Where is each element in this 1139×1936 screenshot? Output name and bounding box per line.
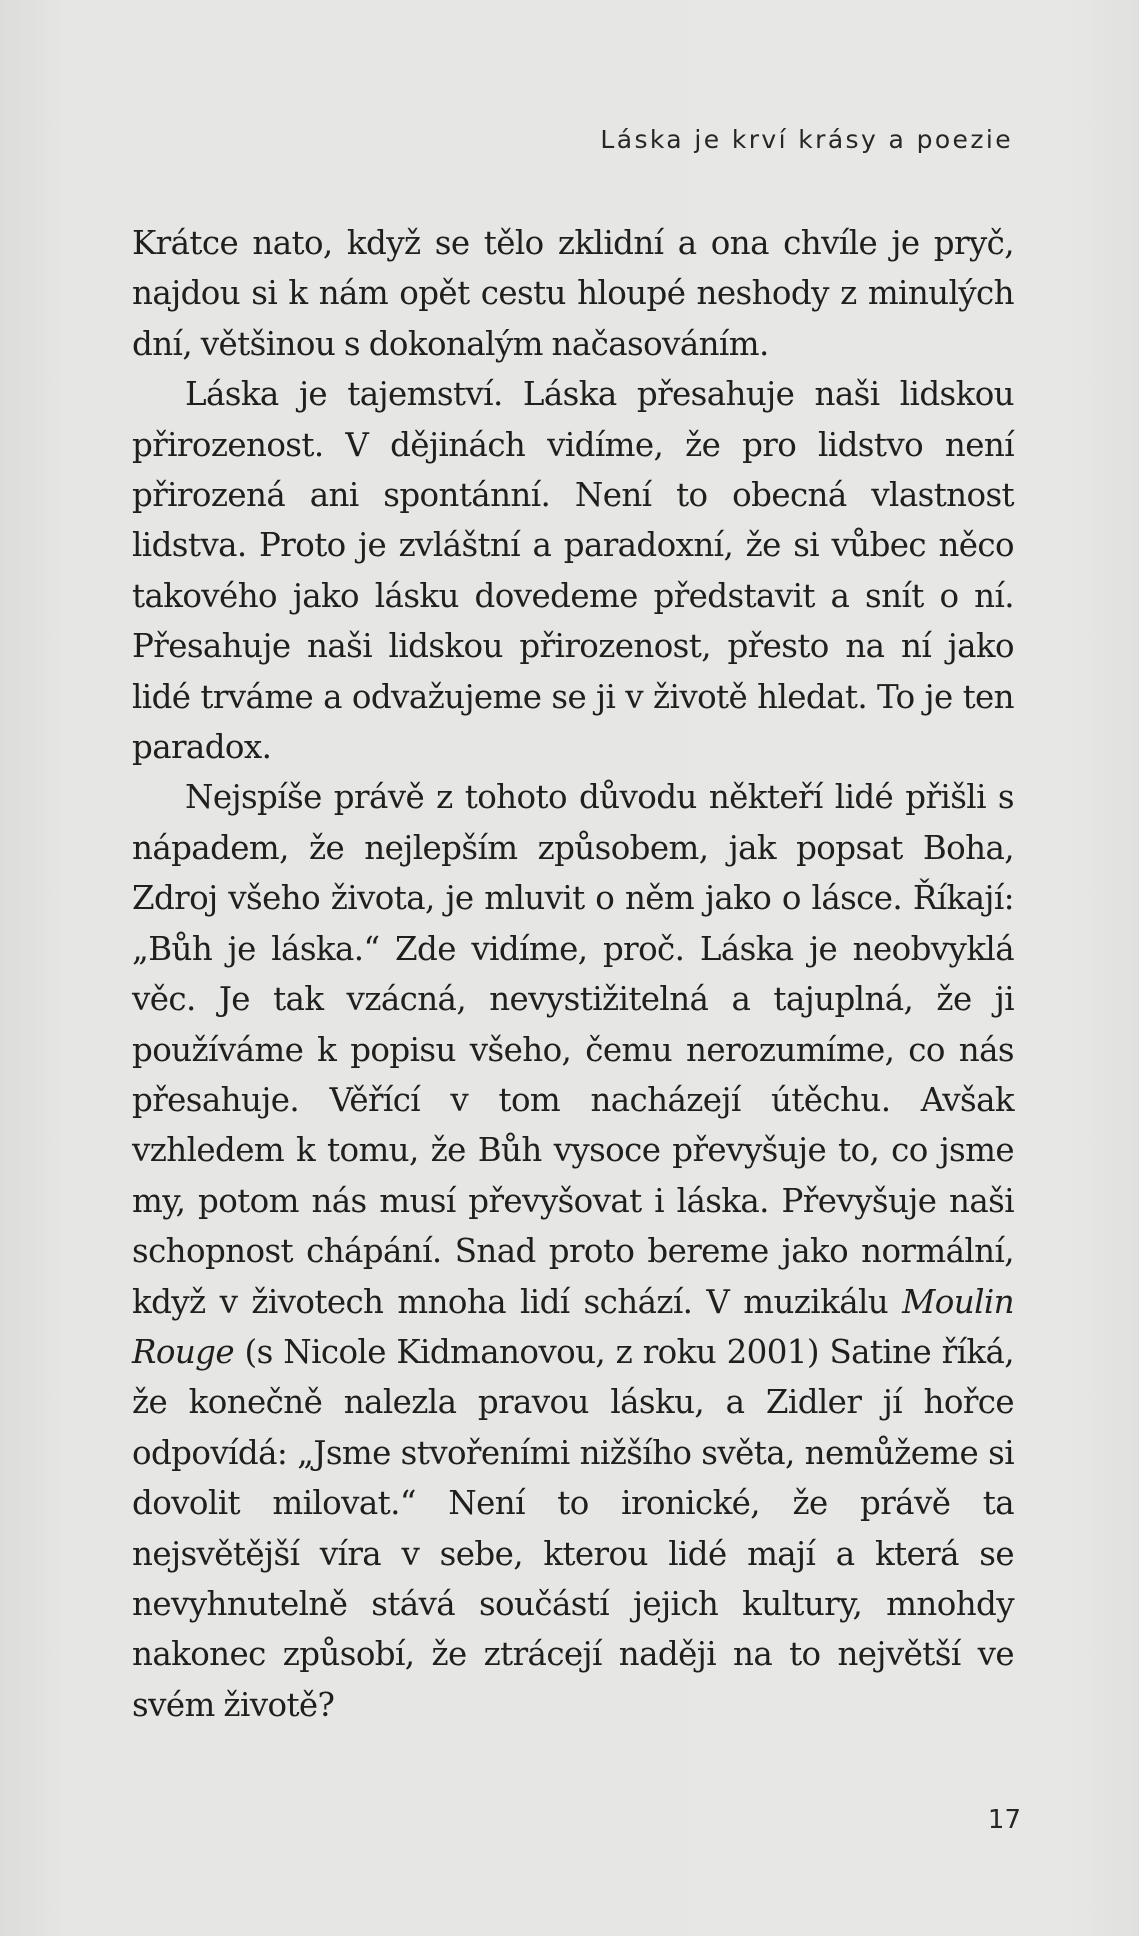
paragraph-3 [132, 772, 1014, 1730]
paragraph-3-part-2: (s Nicole Kidmanovou, z roku 2001) Satine říká, že konečně nalezla pravou lásku, a Zidler jí hořce odpovídá: „Jsme stvořeními nižšího světa, nemůžeme si dovolit milovat.“ Není to ironické, že právě ta nejsvětější víra v sebe, kterou lidé mají a která se nevyhnutelně stává součástí jejich kultury, mnohdy nakonec způsobí, že ztrácejí naději na to největší ve svém životě? [132, 1332, 1014, 1724]
body-text [132, 218, 1014, 1730]
running-head: Láska je krví krásy a poezie [600, 125, 1013, 154]
paragraph-2: Láska je tajemství. Láska přesahuje naši lidskou přirozenost. V dějinách vidíme, že pro lidstvo není přirozená ani spontánní. Není to obecná vlastnost lidstva. Proto je zvláštní a paradoxní, že si vůbec něco takového jako lásku dovedeme představit a snít o ní. Přesahuje naši lidskou přirozenost, přesto na ní jako lidé trváme a odvažujeme se ji v životě hledat. To je ten paradox. [132, 375, 1014, 767]
film-title: Moulin Rouge [132, 1282, 1014, 1371]
page-number: 17 [987, 1805, 1021, 1835]
paragraph-3-part-1: Nejspíše právě z tohoto důvodu někteří lidé přišli s nápadem, že nejlepším způsobem, jak popsat Boha, Zdroj všeho života, je mluvit o něm jako o lásce. Říkají: „Bůh je láska.“ Zde vidíme, proč. Láska je neobvyklá věc. Je tak vzácná, nevystižitelná a tajuplná, že ji používáme k popisu všeho, čemu nerozumíme, co nás přesahuje. Věřící v tom nacházejí útěchu. Avšak vzhledem k tomu, že Bůh vysoce převyšuje to, co jsme my, potom nás musí převyšovat i láska. Převyšuje naši schopnost chápání. Snad proto bereme jako normální, když v životech mnoha lidí schází. V muzikálu [132, 778, 1014, 1321]
paragraph-1: Krátce nato, když se tělo zklidní a ona chvíle je pryč, najdou si k nám opět cestu hloupé neshody z minulých dní, většinou s dokonalým načasováním. [132, 224, 1014, 363]
